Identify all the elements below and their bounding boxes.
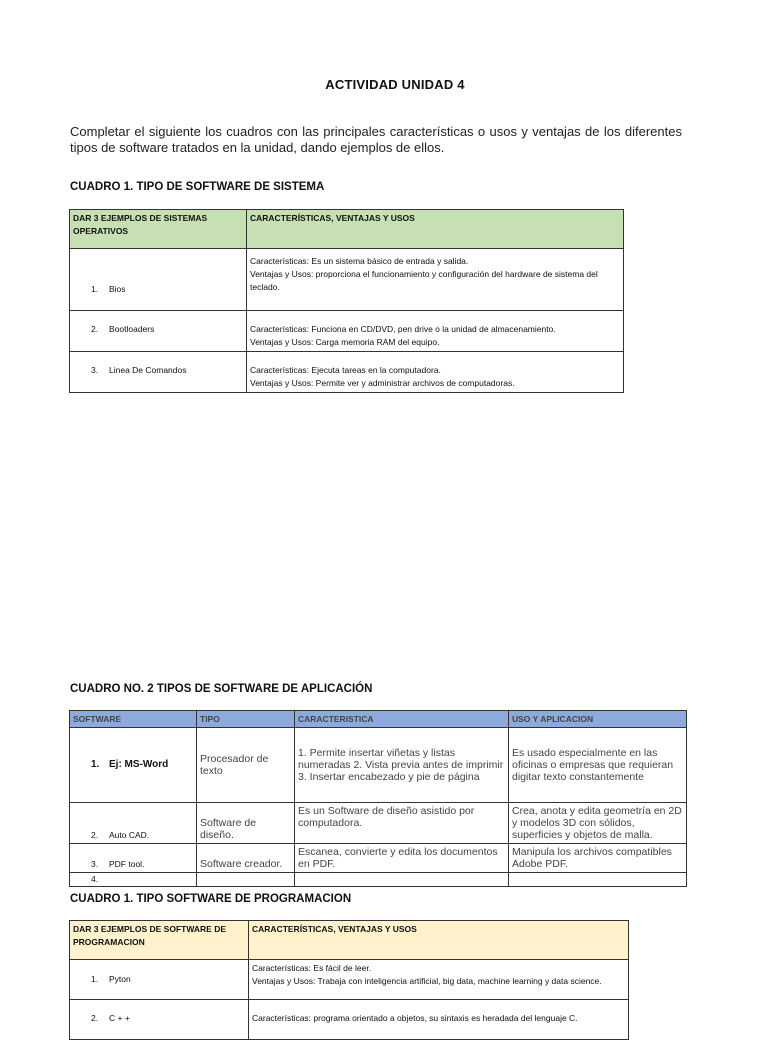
row-desc-cell xyxy=(247,311,624,352)
row-name-cell xyxy=(70,728,197,803)
row-name: C + + xyxy=(109,1013,130,1023)
row-name-cell xyxy=(70,844,197,873)
table-header-row xyxy=(70,210,624,249)
row-name-cell xyxy=(70,803,197,844)
tipo-cell: Software de diseño. xyxy=(197,803,295,844)
header-uso: USO Y APLICACION xyxy=(509,711,687,728)
table-header-row xyxy=(70,921,629,960)
row-name: Linea De Comandos xyxy=(109,365,187,375)
table-row xyxy=(70,249,624,311)
header-caracteristicas: CARACTERÍSTICAS, VENTAJAS Y USOS xyxy=(249,921,629,960)
row-number: 4. xyxy=(91,874,99,884)
table-row xyxy=(70,803,687,844)
tipo-cell xyxy=(197,873,295,887)
uso-cell: Crea, anota y edita geometría en 2D y modelos 3D con sólidos, superficies y objetos de malla. xyxy=(509,803,687,844)
row-desc-cell xyxy=(247,249,624,311)
row-number: 1. xyxy=(91,284,99,294)
row-name: PDF tool. xyxy=(109,859,145,869)
header-software: SOFTWARE xyxy=(70,711,197,728)
row-number: 3. xyxy=(91,859,99,869)
row-name-cell xyxy=(70,311,247,352)
row-name-cell xyxy=(70,960,249,1000)
table-row xyxy=(70,873,687,887)
header-ejemplos: DAR 3 EJEMPLOS DE SISTEMAS OPERATIVOS xyxy=(70,210,247,249)
cuadro1-table xyxy=(69,209,624,393)
row-number: 2. xyxy=(91,324,99,334)
table-row xyxy=(70,311,624,352)
cuadro1-heading: CUADRO 1. TIPO DE SOFTWARE DE SISTEMA xyxy=(70,181,325,193)
caracteristica-cell: Es un Software de diseño asistido por computadora. xyxy=(295,803,509,844)
ventajas-text: Ventajas y Usos: Carga memoria RAM del equipo. xyxy=(250,337,440,347)
table-row xyxy=(70,352,624,393)
uso-cell xyxy=(509,873,687,887)
header-caracteristicas: CARACTERÍSTICAS, VENTAJAS Y USOS xyxy=(247,210,624,249)
caracteristica-cell: Escanea, convierte y edita los documentos en PDF. xyxy=(295,844,509,873)
caracteristicas-text: Características: Es un sistema básico de entrada y salida. xyxy=(250,256,469,266)
intro-paragraph: Completar el siguiente los cuadros con las principales características o usos y ventajas de los diferentes tipos de software tratados en la unidad, dando ejemplos de ellos. xyxy=(70,124,682,155)
row-name-cell xyxy=(70,1000,249,1040)
uso-cell: Es usado especialmente en las oficinas o empresas que requieran digitar texto constantemente xyxy=(509,728,687,803)
row-name-cell xyxy=(70,352,247,393)
tipo-cell: Software creador. xyxy=(197,844,295,873)
row-number: 2. xyxy=(91,830,99,840)
row-name: Ej: MS-Word xyxy=(109,759,169,770)
row-name: Auto CAD. xyxy=(109,830,150,840)
table-row xyxy=(70,1000,629,1040)
cuadro3-heading: CUADRO 1. TIPO SOFTWARE DE PROGRAMACION xyxy=(70,893,352,905)
header-tipo: TIPO xyxy=(197,711,295,728)
ventajas-text: Ventajas y Usos: proporciona el funcionamiento y configuración del hardware de sistema del teclado. xyxy=(250,269,598,292)
table-row xyxy=(70,728,687,803)
tipo-cell: Procesador de texto xyxy=(197,728,295,803)
caracteristica-cell xyxy=(295,873,509,887)
table-row xyxy=(70,960,629,1000)
uso-cell: Manipula los archivos compatibles Adobe PDF. xyxy=(509,844,687,873)
row-desc-cell xyxy=(249,960,629,1000)
row-number: 3. xyxy=(91,365,99,375)
ventajas-text: Ventajas y Usos: Trabaja con inteligencia artificial, big data, machine learning y data science. xyxy=(252,976,602,986)
header-caracteristica: CARACTERISTICA xyxy=(295,711,509,728)
cuadro2-heading: CUADRO NO. 2 TIPOS DE SOFTWARE DE APLICACIÓN xyxy=(70,683,373,695)
row-number: 1. xyxy=(91,759,100,770)
caracteristicas-text: Características: Ejecuta tareas en la computadora. xyxy=(250,365,441,375)
cuadro3-table xyxy=(69,920,629,1040)
row-number: 2. xyxy=(91,1013,99,1023)
page-title: ACTIVIDAD UNIDAD 4 xyxy=(325,77,465,92)
row-number: 1. xyxy=(91,974,99,984)
row-desc-cell xyxy=(249,1000,629,1040)
row-desc-cell xyxy=(247,352,624,393)
caracteristicas-text: Características: Funciona en CD/DVD, pen drive o la unidad de almacenamiento. xyxy=(250,324,556,334)
row-name: Bios xyxy=(109,284,126,294)
row-name-cell xyxy=(70,249,247,311)
row-name-cell xyxy=(70,873,197,887)
caracteristica-cell: 1. Permite insertar viñetas y listas numeradas 2. Vista previa antes de imprimir 3. Insertar encabezado y pie de página xyxy=(295,728,509,803)
caracteristicas-text: Características: Es fácil de leer. xyxy=(252,963,372,973)
table-row xyxy=(70,844,687,873)
ventajas-text: Ventajas y Usos: Permite ver y administrar archivos de computadoras. xyxy=(250,378,515,388)
row-name: Pyton xyxy=(109,974,131,984)
caracteristicas-text: Características: programa orientado a objetos, su sintaxis es heradada del lenguaje C. xyxy=(252,1013,578,1023)
table-header-row xyxy=(70,711,687,728)
row-name: Bootloaders xyxy=(109,324,155,334)
header-ejemplos: DAR 3 EJEMPLOS DE SOFTWARE DE PROGRAMACION xyxy=(70,921,249,960)
cuadro2-table xyxy=(69,710,687,887)
